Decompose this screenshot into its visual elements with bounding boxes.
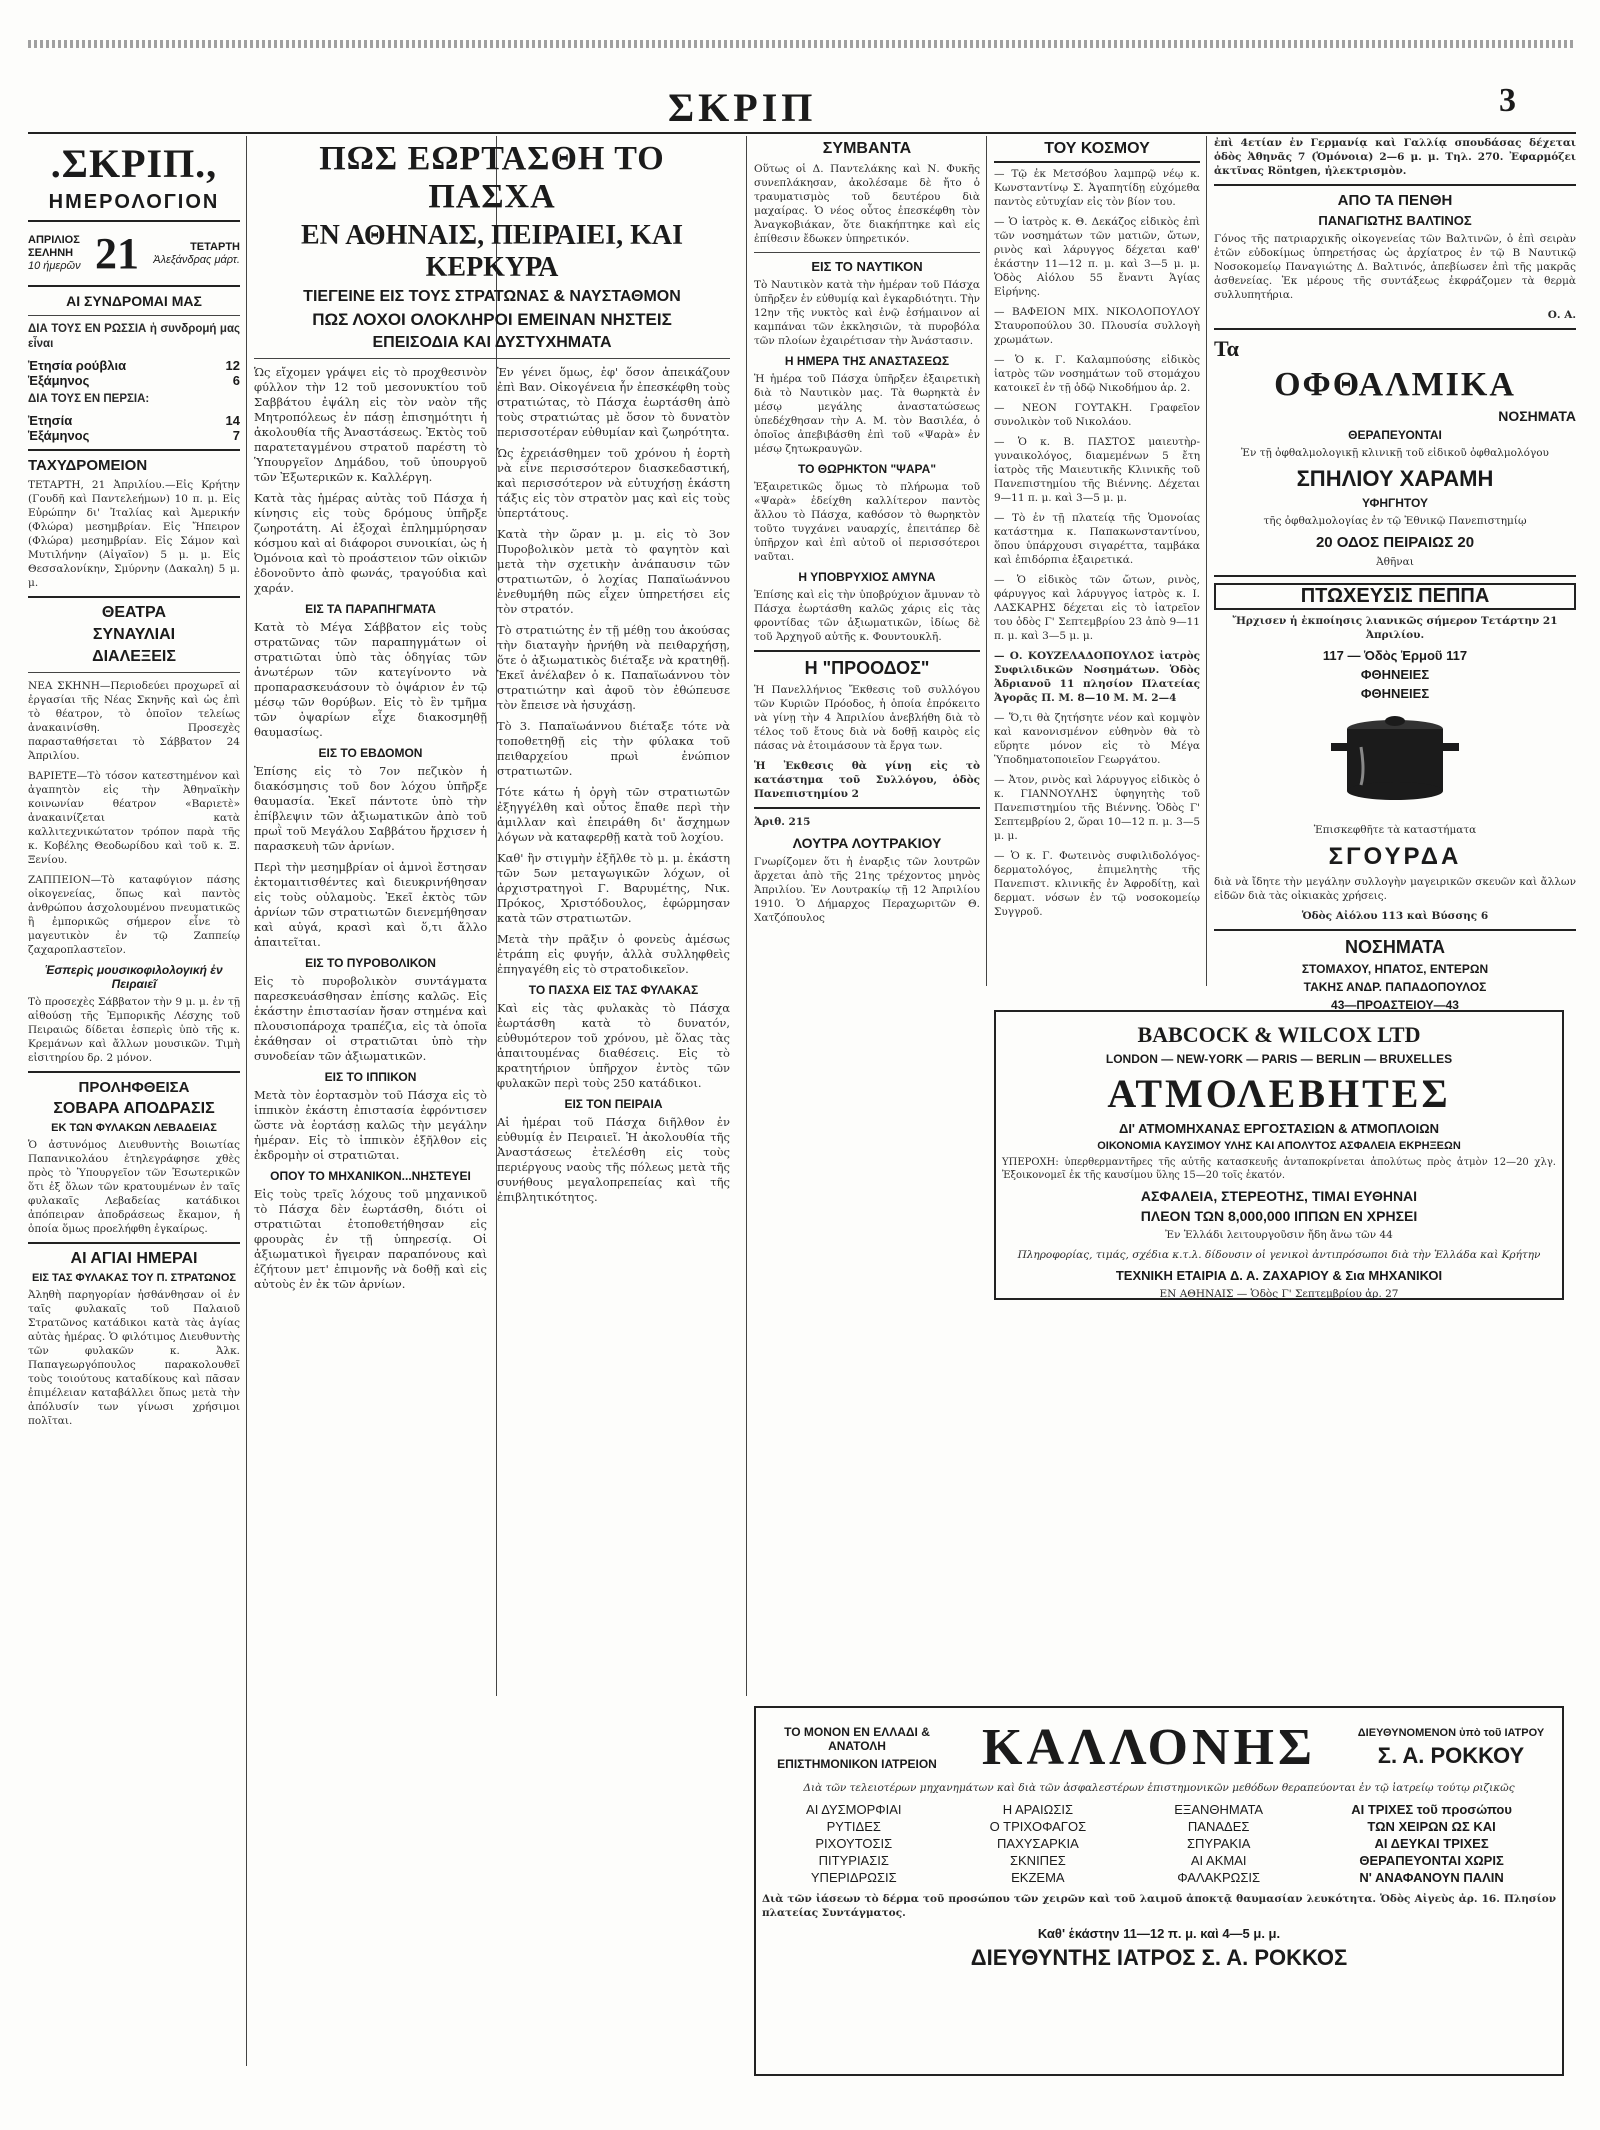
article-paragraph: Καὶ εἰς τὰς φυλακὰς τὸ Πάσχα ἐωρτάσθη κατὰ τὸ δυνατόν, εὐθυμότερον τοῦ χρόνου, μὲ ὅλας τὰς ἀπαιτουμένας διαθέσεις. Εἰς τὸ κρατητήριον ὑπῆρχον ἐντὸς τῶν φυλακῶν περὶ τοὺς 250 κατάδικοι. xyxy=(497,1001,730,1090)
kallonis-left-line-1: ΤΟ ΜΟΝΟΝ ΕΝ ΕΛΛΑΔΙ & ΑΝΑΤΟΛΗ xyxy=(784,1724,930,1753)
condition-item: ΠΑΧΥΣΑΡΚΙΑ xyxy=(997,1836,1079,1851)
babcock-address: ΕΝ ΑΘΗΝΑΙΣ — Ὁδὸς Γ' Σεπτεμβρίου ἀρ. 27 xyxy=(1159,1288,1399,1300)
submarine-defense-text: Ἐπίσης καὶ εἰς τὴν ὑποβρύχιον ἄμυναν τὸ Πάσχα ἐωρτάσθη καλῶς χάρις εἰς τὰς φροντίδας τῶν ἀξιωματικῶν, ἰδίως δὲ τοῦ Ἀρχηγοῦ αὐτῆς κ. Φουντουκλῆ. xyxy=(754,589,980,643)
subscriptions-table-persia xyxy=(28,413,240,443)
submarine-defense-title: Η ΥΠΟΒΡΥΧΙΟΣ ΑΜΥΝΑ xyxy=(798,570,936,584)
article-paragraph: Τὸ 3. Παπαϊωάννου διέταξε τότε νὰ τοποθετηθῇ εἰς τὴν φύλακα τοῦ πειθαρχείου πρωὶ ἐνώπιον στρατιωτῶν. xyxy=(497,719,730,778)
kallonis-description: Διὰ τῶν τελειοτέρων μηχανημάτων καὶ διὰ τῶν ἀσφαλεστέρων ἐπιστημονικῶν μεθόδων θεραπεύονται ἐν τῷ ἰατρείῳ τούτῳ ριζικῶς xyxy=(803,1782,1515,1794)
babcock-company: ΤΕΧΝΙΚΗ ΕΤΑΙΡΙΑ Δ. Α. ΖΑΧΑΡΙΟΥ & Σια ΜΗΧΑΝΙΚΟΙ xyxy=(1115,1268,1443,1283)
divider xyxy=(28,449,240,451)
bankruptcy-title: ΠΤΩΧΕΥΣΙΣ ΠΕΠΠΑ xyxy=(1214,583,1576,610)
subscription-row xyxy=(28,413,240,428)
society-item: — Ὁ εἰδικὸς τῶν ὤτων, ρινὸς, φάρυγγος καὶ λάρυγγος ἰατρὸς κ. Ι. ΛΑΣΚΑΡΗΣ δέχεται εἰς τὸ ἰατρεῖον του ὁδὸς Γ' Σεπτεμβρίου 23 ἀπὸ 9—11 π. μ. καὶ 3—5 μ. μ. xyxy=(994,574,1200,642)
obituary-text: Γόνος τῆς πατριαρχικῆς οἰκογενείας τῶν Βαλτινῶν, ὁ ἐπὶ σειρὰν ἐτῶν εὐδοκίμως ὑπηρετήσας ὡς ἀρχίατρος ἐν τῷ Β Ναυτικῷ Νοσοκομείῳ Παναγιώτης Δ. Βαλτινός, ἀπεβίωσεν ἐπὶ τῆς μακρᾶς ἀσθενείας. Ἐκ μέρους τῆς συντάξεως ἐκφράζομεν τὰ θερμὰ συλλυπητήρια. xyxy=(1214,233,1576,301)
article-paragraph: Κατὰ τὴν ὥραν μ. μ. εἰς τὸ 3ον Πυροβολικὸν μετὰ τὸ φαγητὸν καὶ μετὰ τὴν σχετικὴν ἀνάπαυσιν τῶν στρατιωτῶν, ὁ λοχίας Παπαϊωάννου ἐνεθυμήθη πῶς εἶχεν ὑπηρετήσει εἰς τὸν στρατόν. xyxy=(497,527,730,616)
condition-item: Ν' ΑΝΑΦΑΝΟΥΝ ΠΑΛΙΝ xyxy=(1359,1870,1504,1885)
society-item: — ΒΑΦΕΙΟΝ ΜΙΧ. ΝΙΚΟΛΟΠΟΥΛΟΥ Σταυροπούλου 30. Πλουσία συλλογὴ χρωμάτων. xyxy=(994,306,1200,346)
babcock-advantages: ΥΠΕΡΟΧΗ: ὑπερθερμαντῆρες τῆς αὐτῆς κατασκευῆς ἀνταποκρίνεται ἀπολύτως πρὸς ἀτμὸν 12—20 χλγ. Ἐξοικονομεῖ ἐκ τῆς καυσίμου ὕλης 15—20 τοῖς ἑκατόν. xyxy=(1002,1157,1556,1181)
article-subhead-1: ΤΙΕΓΕΙΝΕ ΕΙΣ ΤΟΥΣ ΣΤΡΑΤΩΝΑΣ & ΝΑΥΣΤΑΘΜΟΝ xyxy=(303,288,681,305)
sgourda-address: Ὁδὸς Αἰόλου 113 καὶ Βύσσης 6 xyxy=(1301,910,1489,922)
events-text: Οὕτως οἱ Δ. Παντελάκης καὶ Ν. Φυκῆς συνεπλάκησαν, ἀκολέσαμε δὲ ἤτο ὁ τραυματισμὸς τοῦ δευτέρου διὰ μαχαίρας. Ὁ νέος οὗτος ἐπεσκέφθη τὸν Ἀναγκοβιάκαν, ὅτε διακήπτηκε καὶ εἰς ἐπίθεσιν ἔδωκεν ὑπηρετικόν. xyxy=(754,163,980,245)
evening-text: Τὸ προσεχὲς Σάββατον τὴν 9 μ. μ. ἐν τῇ αἰθούσῃ τῆς Ἐμπορικῆς Λέσχης τοῦ Πειραιῶς δίδεται ἑσπερὶς ὑπὸ τῆς κ. Κρεμάνων καὶ ἄλλων μουσικῶν. Τιμὴ εἰσιτηρίου δρ. 2 μόνον. xyxy=(28,996,240,1064)
kallonis-title: ΚΑΛΛΟΝΗΣ xyxy=(982,1719,1316,1776)
kallonis-right-line-1: ΔΙΕΥΘΥΝΟΜΕΝΟΝ ὑπὸ τοῦ ΙΑΤΡΟΥ xyxy=(1357,1726,1545,1739)
theatres-title: ΘΕΑΤΡΑ xyxy=(101,604,167,621)
divider xyxy=(28,285,240,287)
column-events xyxy=(754,136,980,1696)
diseases-title: ΝΟΣΗΜΑΤΑ xyxy=(1345,937,1445,957)
babcock-boilers: ΑΤΜΟΛΕΒΗΤΕΣ xyxy=(1107,1071,1451,1116)
ophthalmic-ad-treated: ΘΕΡΑΠΕΥΟΝΤΑΙ xyxy=(1348,428,1442,442)
loutraki-baths-text: Γνωρίζομεν ὅτι ἡ ἐναρξις τῶν λουτρῶν ἄρχεται ἀπὸ τῆς 21ης τρέχοντος μηνὸς Ἀπριλίου. Ἐν Λουτρακίῳ τῇ 12 Ἀπριλίου 1910. Ὁ Δήμαρχος Περαχωριτῶν Θ. Χατζόπουλος xyxy=(754,856,980,924)
section-heading: ΕΙΣ ΤΟ ΙΠΠΙΚΟΝ xyxy=(324,1070,417,1084)
holy-days-subtitle: ΕΙΣ ΤΑΣ ΦΥΛΑΚΑΣ ΤΟΥ Π. ΣΤΡΑΤΩΝΟΣ xyxy=(32,1272,236,1284)
society-title: ΤΟΥ ΚΟΣΜΟΥ xyxy=(994,140,1200,163)
condition-item: ΡΥΤΙΔΕΣ xyxy=(826,1819,881,1834)
article-headline-2: ΕΝ ΑΘΗΝΑΙΣ, ΠΕΙΡΑΙΕΙ, ΚΑΙ ΚΕΡΚΥΡΑ xyxy=(300,220,684,283)
subscriptions-title: ΑΙ ΣΥΝΔΡΟΜΑΙ ΜΑΣ xyxy=(66,293,202,309)
babcock-title: BABCOCK & WILCOX LTD xyxy=(1137,1022,1421,1047)
bankruptcy-cheap-1: ΦΘΗΝΕΙΕΣ xyxy=(1360,667,1430,682)
ophthalmic-ad-city: Ἀθῆναι xyxy=(1376,556,1414,568)
kallonis-list-3 xyxy=(1174,1801,1263,1886)
babcock-greece: Ἐν Ἑλλάδι λειτουργοῦσιν ἤδη ἄνω τῶν 44 xyxy=(1165,1229,1393,1241)
proodos-title: Η "ΠΡΟΟΔΟΣ" xyxy=(804,658,930,678)
column-divider xyxy=(246,136,247,2066)
notice-number: Ἀριθ. 215 xyxy=(754,816,811,828)
column-ads xyxy=(1214,136,1576,1012)
calendar-subtitle: ΗΜΕΡΟΛΟΓΙΟΝ xyxy=(48,191,220,213)
condition-item: ΠΙΤΥΡΙΑΣΙΣ xyxy=(818,1853,889,1868)
divider xyxy=(28,1242,240,1244)
condition-item: Ο ΤΡΙΧΟΦΑΓΟΣ xyxy=(989,1819,1087,1834)
subscription-row xyxy=(28,358,240,373)
ophthalmic-ad-text: Ἐν τῇ ὀφθαλμολογικῇ κλινικῇ τοῦ εἰδικοῦ ὀφθαλμολόγου xyxy=(1241,447,1549,459)
obituary-title: ΑΠΟ ΤΑ ΠΕΝΘΗ xyxy=(1337,192,1453,209)
society-item: — Ὁ κ. Β. ΠΑΣΤΟΣ μαιευτὴρ-γυναικολόγος, διαμεμένων 5 ἔτη ἰατρὸς τῆς Μαιευτικῆς Κλινικῆς τοῦ Πανεπιστημίου τῆς Βιέννης. Δέχεται 9—11 π. μ. καὶ 3—5 μ. μ. xyxy=(994,436,1200,504)
newspaper-title: ΣΚΡΙΠ xyxy=(668,85,817,130)
section-heading: ΕΙΣ ΤΟΝ ΠΕΙΡΑΙΑ xyxy=(564,1097,663,1111)
article-paragraph: Περὶ τὴν μεσημβρίαν οἱ ἀμνοὶ ἔστησαν ἐκτομαιτισθέντες καὶ διευκρινήθησαν εἰς τοὺς οὐλαμοὺς. Ἐκεῖ ἐκτὸς τῶν ἀρνίων τῶν στρατιωτῶν διενεμήθησαν καὶ αὐγά, κρασὶ καὶ ὅ,τι ἄλλο ἀπαιτεῖται. xyxy=(254,860,487,949)
column-society xyxy=(994,136,1200,996)
society-item: — Ὁ κ. Γ. Φωτεινὸς συφιλιδολόγος-δερματολόγος, ἐπιμελητὴς τῆς Πανεπιστ. κλινικῆς ἐν Ἀφροδίτῃ, καὶ δερματ. νόσων ἐν τῷ νοσοκομείῳ Συγγροῦ. xyxy=(994,850,1200,918)
evening-title: Ἑσπερὶς μουσικοφιλολογική ἐν Πειραιεῖ xyxy=(45,963,223,991)
lectures-title: ΔΙΑΛΕΞΕΙΣ xyxy=(92,648,176,665)
bankruptcy-text: Ἤρχισεν ἡ ἐκποίησις λιανικῶς σήμερον Τετάρτην 21 Ἀπριλίου. xyxy=(1232,615,1558,641)
sgourda-text: διὰ νὰ ἴδητε τὴν μεγάλην συλλογὴν μαγειρικῶν σκευῶν καὶ ἄλλων εἰδῶν διὰ τὰς οἰκιακὰς χρήσεις. xyxy=(1214,876,1576,902)
babcock-power: ΠΛΕΟΝ ΤΩΝ 8,000,000 ΙΠΠΩΝ ΕΝ ΧΡΗΣΕΙ xyxy=(1140,1208,1418,1224)
saint-name: Ἀλεξάνδρας μάρτ. xyxy=(153,253,240,266)
proodos-signature: Ἡ Ἐκθεσις θὰ γίνῃ εἰς τὸ κατάστημα τοῦ Συλλόγου, ὁδὸς Πανεπιστημίου 2 xyxy=(754,760,980,800)
article-paragraph: Αἱ ἡμέραι τοῦ Πάσχα διῆλθον ἐν εὐθυμίᾳ ἐν Πειραιεῖ. Ἡ ἀκολουθία τῆς Ἀναστάσεως ἐτελέσθη εἰς τοὺς περιέργους ναοὺς τῆς πόλεως μετὰ τῆς συνήθους μεγαλοπρεπείας καὶ τῆς ἐπιβλητικότητος. xyxy=(497,1115,730,1204)
divider xyxy=(754,252,980,253)
condition-item: ΑΙ ΤΡΙΧΕΣ τοῦ προσώπου xyxy=(1351,1802,1512,1817)
article-paragraph: Εἰς τοὺς τρεῖς λόχους τοῦ μηχανικοῦ τὸ Πάσχα δὲν ἐωρτάσθη, διότι οἱ στρατιῶται ἐτοποθετήθησαν εἰς φρουρὰς ἐν τῇ ὑπηρεσίᾳ. Οἱ ἀξιωματικοὶ ἤγειραν παραπόνους καὶ ἐζήτουν μετ' ἐπιμονῆς νὰ δοθῇ καὶ εἰς αὐτοὺς ἐν ἐκ τῶν ἀρνίων. xyxy=(254,1187,487,1291)
section-heading: ΤΟ ΠΑΣΧΑ ΕΙΣ ΤΑΣ ΦΥΛΑΚΑΣ xyxy=(528,983,699,997)
obituary-signature: Ο. Α. xyxy=(1547,309,1576,321)
section-heading: ΟΠΟΥ ΤΟ ΜΗΧΑΝΙΚΟΝ...ΝΗΣΤΕΥΕΙ xyxy=(270,1169,471,1183)
masthead-rule xyxy=(28,132,1576,134)
ophthalmic-ad-role: ΥΦΗΓΗΤΟΥ xyxy=(1361,496,1429,510)
post-office-text: ΤΕΤΑΡΤΗ, 21 Ἀπριλίου.—Εἰς Κρήτην (Γουδῆ καὶ Παντελεήμων) 10 π. μ. Εἰς Εὐρώπην δι' Ἰταλίας καὶ Ἀμερικήν (Φλώρα) μεσημβρίαν. Εἰς Ἤπειρον (Φλώρα) μεσημβρίαν. Εἰς Σάμον καὶ Μυτιλήνην (Αἰγαῖον) 5 μ. μ. Εἰς Θεσσαλονίκην, Σμύρνην (Δακαλη) 5 μ. μ. xyxy=(28,479,240,589)
resurrection-day-text: Ἡ ἡμέρα τοῦ Πάσχα ὑπῆρξεν ἐξαιρετικὴ διὰ τὸ Ναυτικὸν μας. Τὰ θωρηκτὰ ἐν μέσῳ μεγάλης ἀναστατώσεως ὑπεδέχθησαν τὴν Α. Μ. τὸν Βασιλέα, ὁ ὁποῖος ἀπεβιβάσθη ἐπὶ τοῦ «Ψαρὰ» ἐν μέσῳ ζητωκραυγῶν. xyxy=(754,373,980,455)
diseases-line-2: ΤΑΚΗΣ ΑΝΔΡ. ΠΑΠΑΔΟΠΟΥΛΟΣ xyxy=(1303,980,1487,994)
article-paragraph: Τὸ στρατιώτης ἐν τῇ μέθῃ του ἀκούσας τὴν διαταγὴν ἠρνήθη νὰ πειθαρχήσῃ, ὅτε ὁ ἀξιωματικὸς διέταξε νὰ κρατηθῇ. Ἐκεῖ ἀνέλαβεν ὁ κ. Παπαϊωάννου τὸν στρατιώτην καὶ ἀφοῦ τὸν ἐθώπευσε τὸν ἔπεισε νὰ ἡσυχάσῃ. xyxy=(497,623,730,712)
ophthalmic-ad-line: τῆς ὀφθαλμολογίας ἐν τῷ Ἐθνικῷ Πανεπιστημίῳ xyxy=(1263,515,1527,527)
article-paragraph: Καθ' ἣν στιγμὴν ἐξῆλθε τὸ μ. μ. ἐκάστη τῶν 5ων μεταγωγικῶν λόχων, οἱ ἀρχιστρατηγοὶ Γ. Βαρυμέτης, Νικ. Πρόκος, Χριστόδουλος, ἐφώρμησαν κατὰ τῶν στρατιωτῶν. xyxy=(497,851,730,925)
divider xyxy=(1214,929,1576,931)
condition-item: ΘΕΡΑΠΕΥΟΝΤΑΙ ΧΩΡΙΣ xyxy=(1359,1853,1504,1868)
divider xyxy=(1214,328,1576,330)
babcock-subtitle: ΔΙ' ΑΤΜΟΜΗΧΑΝΑΣ ΕΡΓΟΣΤΑΣΙΩΝ & ΑΤΜΟΠΛΟΙΩΝ xyxy=(1118,1121,1440,1136)
society-item: — Τὸ ἐν τῇ πλατείᾳ τῆς Ὁμονοίας κατάστημα κ. Παπακωνσταντίνου, ὅπου ὑπάρχουσι σιγαρέττα, ταμβάκα καὶ ἐπιδόρπια ἐξαιρετικά. xyxy=(994,512,1200,566)
article-headline: ΠΩΣ ΕΩΡΤΑΣΘΗ ΤΟ ΠΑΣΧΑ xyxy=(319,140,665,215)
divider xyxy=(754,807,980,809)
subscriptions-table-russia xyxy=(28,358,240,388)
condition-item: Η ΑΡΑΙΩΣΙΣ xyxy=(1002,1802,1074,1817)
obituary-name: ΠΑΝΑΓΙΩΤΗΣ ΒΑΛΤΙΝΟΣ xyxy=(1318,213,1472,228)
post-office-title: ΤΑΧΥΔΡΟΜΕΙΟΝ xyxy=(28,457,148,474)
newspaper-page xyxy=(28,40,1576,2080)
babcock-cities: LONDON — NEW-YORK — PARIS — BERLIN — BRUXELLES xyxy=(1105,1052,1453,1066)
column-divider xyxy=(746,136,747,1696)
divider xyxy=(28,1071,240,1073)
subscription-label: Ἑξάμηνος xyxy=(28,373,90,388)
condition-item: ΦΑΛΑΚΡΩΣΙΣ xyxy=(1177,1870,1261,1885)
condition-item: ΑΙ ΑΚΜΑΙ xyxy=(1190,1853,1247,1868)
article-subhead-3: ΕΠΕΙΣΟΔΙΑ ΚΑΙ ΔΥΣΤΥΧΗΜΑΤΑ xyxy=(372,334,612,351)
ophthalmic-ad-title: ΟΦΘΑΛΜΙΚΑ xyxy=(1274,366,1516,403)
zappeion-text: ΖΑΠΠΕΙΟΝ—Τὸ καταφύγιον πάσης οἰκογενείας, ὅπως καὶ παντὸς ἀνθρώπου ἀσχολουμένου πνευματικῶς ἢ ἐμπορικῶς σήμερον εἶνε τὸ μαγευτικὸν ἐν τῷ Ζαππείῳ ζαχαροπλαστεῖον. xyxy=(28,874,240,956)
kallonis-left-line-2: ΕΠΙΣΤΗΜΟΝΙΚΟΝ ΙΑΤΡΕΙΟΝ xyxy=(777,1756,937,1771)
subscription-value: 6 xyxy=(232,373,240,388)
subscription-value: 7 xyxy=(232,428,240,443)
kallonis-header xyxy=(762,1714,1556,1781)
society-item: — Ἀτον, ρινὸς καὶ λάρυγγος εἰδικὸς ὁ κ. ΓΙΑΝΝΟΥΛΗΣ ὑφηγητὴς τοῦ Πανεπιστημίου τῆς Βιέννης. Ὁδὸς Γ' Σεπτεμβρίου 2, ὥραι 10—12 π. μ. 3—5 μ. μ. xyxy=(994,774,1200,842)
article-paragraph: Εἰς τὸ πυροβολικὸν συντάγματα παρεσκευάσθησαν ἐπίσης καλῶς. Εἰς ἑκάστην ἐπιστασίαν ἤσαν στημένα καὶ πλουσιοπάροχα τραπέζια, εἰς τὰ ὁποῖα ἐκάθησαν οἱ στρατιῶται ὑπὸ τὴν συνοδείαν τῶν ἀξιωματικῶν. xyxy=(254,974,487,1063)
kallonis-clinic-ad xyxy=(754,1706,1564,2076)
ophthalmic-ad-address: 20 ΟΔΟΣ ΠΕΙΡΑΙΩΣ 20 xyxy=(1315,534,1475,551)
subscription-value: 12 xyxy=(225,358,240,373)
subscription-row xyxy=(28,428,240,443)
ophthalmic-ad-subtitle: ΝΟΣΗΜΑΤΑ xyxy=(1498,408,1576,424)
masthead xyxy=(28,40,1576,130)
calendar-title: .ΣΚΡΙΠ., xyxy=(50,141,218,186)
column-divider xyxy=(986,136,987,986)
kallonis-director: ΔΙΕΥΘΥΝΤΗΣ ΙΑΤΡΟΣ Σ. Α. ΡΟΚΚΟΣ xyxy=(970,1945,1348,1970)
article-body xyxy=(254,365,730,1298)
subscriptions-persia: ΔΙΑ ΤΟΥΣ ΕΝ ΠΕΡΣΙΑ: xyxy=(28,393,150,405)
navy-text: Τὸ Ναυτικὸν κατὰ τὴν ἡμέραν τοῦ Πάσχα ὑπῆρξεν ἐν εὐθυμίᾳ καὶ ἐγκαρδιότητι. Τὴν 12ην τῆς νυκτὸς καὶ ἐνῷ ἐσήμαινον αἱ καμπάναι τῶν ἐκκλησιῶν, τὰ πυροβόλα τῶν πλοίων ἐχαιρέτισαν τὴν Ἀνάστασιν. xyxy=(754,279,980,347)
cooking-pot-illustration xyxy=(1325,707,1465,817)
nea-skini-text: ΝΕΑ ΣΚΗΝΗ—Περιοδεύει προχωρεῖ αἱ ἐργασίαι τῆς Νέας Σκηνῆς καὶ ὡς ἐπὶ τὸ θέατρον, τὸ ὁποῖον τελείως ἀνακαινίσθη. Προσεχὲς παρασταθήσεται τὸ Σάββατον 24 Ἀπριλίου. xyxy=(28,680,240,762)
subscriptions-russia: ΔΙΑ ΤΟΥΣ ΕΝ ΡΩΣΣΙΑ ἡ συνδρομή μας εἶναι xyxy=(28,323,240,350)
sgourda-name: ΣΓΟΥΡΔΑ xyxy=(1328,843,1462,870)
article-paragraph: Ἐπίσης εἰς τὸ 7ον πεζικὸν ἡ διακόσμησις τοῦ δον λόχου ὑπῆρξε θαυμασία. Ἐκεῖ πάντοτε ὑπὸ τὴν ἐπίβλεψιν τῶν ἀξιωματικῶν ἀπὸ τοῦ πρωῒ τοῦ Μεγάλου Σαββάτου ἤρχισεν ἡ παρασκευὴ τῶν ἀρνίων. xyxy=(254,764,487,853)
article-paragraph: Ὡς εἴχομεν γράψει εἰς τὸ προχθεσινὸν φύλλον τὴν 12 τοῦ μεσονυκτίου τοῦ Σαββάτου ἐψάλη εἰς τὸν ναὸν τῆς Μητροπόλεως ἐν πάσῃ ἐπισημότητι ἡ ἀκολουθία τῆς Ἀναστάσεως. Ἐκτὸς τοῦ παρατεταγμένου στρατοῦ παρέστη τὸ Ὑπουργεῖον Δημάδου, τοῦ ὑπουργοῦ τῶν Ἐξωτερικῶν κ. Καλλέργη. xyxy=(254,365,487,484)
moon-days: 10 ήμερῶν xyxy=(28,260,81,272)
article-paragraph: Ἐν γένει ὅμως, ἐφ' ὅσον ἀπεικάζουν ἐπὶ Βαν. Οἰκογένεια ἦν ἐπεσκέφθη τοὺς στρατιώτας, τὸ Πάσχα ἑωρτάσθη ἀπὸ τοὺς στρατιώτας μὲ ὅσον τὸ δυνατὸν περισσοτέραν εὐθυμίαν καὶ ζωηρότητα. xyxy=(497,365,730,439)
ophthalmic-ad-ta: Τα xyxy=(1214,336,1239,361)
article-paragraph: Τότε κάτω ἡ ὀργὴ τῶν στρατιωτῶν ἐξηγγέλθη καὶ οὗτος ἔπαθε περὶ τὴν ἀμιλλαν καὶ ἐπειράθη δι' ἄσχημων λόγων νὰ καταφερθῇ κατὰ τοῦ λοχίου. xyxy=(497,785,730,844)
divider xyxy=(28,315,240,316)
article-paragraph: Μετὰ τὴν πρᾶξιν ὁ φονεὺς ἀμέσως ἐτράπη εἰς φυγήν, ἀλλὰ συλληφθεὶς ἐπηγαγέθη εἰς τὸ στρατοδικεῖον. xyxy=(497,932,730,976)
divider xyxy=(1214,184,1576,186)
condition-item: ΡΙΧΟΥΤΟΣΙΣ xyxy=(815,1836,893,1851)
kallonis-list-1 xyxy=(806,1801,901,1886)
column-calendar xyxy=(28,136,240,2066)
month-label: ΑΠΡΙΛΙΟΣ xyxy=(28,234,80,246)
proodos-text: Ἡ Πανελλήνιος Ἔκθεσις τοῦ συλλόγου τῶν Κυριῶν Πρόοδος, ἡ ὁποία ἐπρόκειτο νὰ γίνῃ τὴν 4 Ἀπριλίου ἀνεβλήθη διὰ τὸ τέλος τοῦ ἔτους διὰ νὰ δοθῇ καιρὸς εἰς πάσας νὰ ἐτοιμάσουν τὰ ἔργα των. xyxy=(754,684,980,752)
escape-text: Ὁ ἀστυνόμος Διευθυντὴς Βοιωτίας Παπανικολάου ἐτηλεγράφησε χθὲς πρὸς τὸ Ὑπουργεῖον τῶν Ἐσωτερικῶν ὅτι ἐξ ὅλων τῶν κρατουμένων ἐν ταῖς φυλακαῖς Λεβαδείας κατάδικοι ἀπόπειραν ἀποδράσεως ἔκαμον, ἡ ὁποία ὅμως προελήφθη ἐγκαίρως. xyxy=(28,1139,240,1235)
divider xyxy=(28,672,240,673)
page-number: 3 xyxy=(1499,82,1516,119)
kallonis-hours: Καθ' ἑκάστην 11—12 π. μ. καὶ 4—5 μ. μ. xyxy=(1037,1926,1281,1941)
article-subhead-2: ΠΩΣ ΛΟΧΟΙ ΟΛΟΚΛΗΡΟΙ ΕΜΕΙΝΑΝ ΝΗΣΤΕΙΣ xyxy=(312,310,672,329)
kallonis-conditions xyxy=(762,1801,1556,1886)
navy-title: ΕΙΣ ΤΟ ΝΑΥΤΙΚΟΝ xyxy=(811,259,923,274)
subscription-label: Ἑξάμηνος xyxy=(28,428,90,443)
sgourda-caption: Ἐπισκεφθῆτε τὰ καταστήματα xyxy=(1313,824,1477,836)
calendar-date-block xyxy=(28,228,240,279)
section-heading: ΕΙΣ ΤΟ ΕΒΔΟΜΟΝ xyxy=(318,746,423,760)
condition-item: ΑΙ ΔΕΥΚΑΙ ΤΡΙΧΕΣ xyxy=(1374,1836,1489,1851)
column-easter-article xyxy=(254,136,730,1696)
condition-item: ΕΞΑΝΘΗΜΑΤΑ xyxy=(1174,1802,1264,1817)
events-title: ΣΥΜΒΑΝΤΑ xyxy=(822,140,912,157)
diseases-line-1: ΣΤΟΜΑΧΟΥ, ΗΠΑΤΟΣ, ΕΝΤΕΡΩΝ xyxy=(1301,962,1489,976)
society-item: — Ὅ,τι θὰ ζητήσητε νέον καὶ κομψὸν καὶ κανονισμένον εὐθηνὸν θὰ τὸ εὕρητε μόνον εἰς τὸ Μέγα Ὑποδηματοποιεῖον Γεωργάτου. xyxy=(994,712,1200,766)
resurrection-day-title: Η ΗΜΕΡΑ ΤΗΣ ΑΝΑΣΤΑΣΕΩΣ xyxy=(784,354,950,368)
divider xyxy=(754,650,980,652)
article-paragraph: Κατὰ τὸ Μέγα Σάββατον εἰς τοὺς στρατῶνας τῶν παραπηγμάτων οἱ στρατιῶται ὑπὸ τὰς ὁδηγίας τῶν ἀνωτέρων τῶν κατεγίνοντο νὰ προπαρασκευάσουν τὸ ὀψάριον ἐν τῷ μέσῳ τῶν θορύβων. Εἰς τὸ ἓν τμῆμα τῶν ὀψαρίων εἶχε διακοσμηθῇ θαυμασίως. xyxy=(254,620,487,739)
condition-item: ΤΩΝ ΧΕΙΡΩΝ ΩΣ ΚΑΙ xyxy=(1367,1819,1496,1834)
article-paragraph: Μετὰ τὸν ἑορτασμὸν τοῦ Πάσχα εἰς τὸ ἱππικὸν ἐκάστη ἐπιστασία ἐφρόντισεν ὥστε νὰ ἑορτάσῃ καλῶς τὴν μεγάλην ἡμέραν. Εἰς τὸ ἱππικὸν ἐξῆλθον εἰς ἐκδρομὴν οἱ στρατιῶται. xyxy=(254,1088,487,1162)
day-number: 21 xyxy=(94,229,139,278)
top-edge-noise xyxy=(28,40,1576,48)
psara-title: ΤΟ ΘΩΡΗΚΤΟΝ "ΨΑΡΑ" xyxy=(797,462,937,476)
divider xyxy=(28,220,240,222)
moon-label: ΣΕΛΗΝΗ xyxy=(28,247,74,259)
kallonis-list-2 xyxy=(990,1801,1086,1886)
babcock-wilcox-ad xyxy=(994,1010,1564,1300)
bankruptcy-cheap-2: ΦΘΗΝΕΙΕΣ xyxy=(1360,686,1430,701)
column-divider xyxy=(1206,136,1207,986)
escape-subtitle: ΣΟΒΑΡΑ ΑΠΟΔΡΑΣΙΣ xyxy=(53,1100,215,1117)
holy-days-text: Ἀληθὴ παρηγορίαν ἠσθάνθησαν οἱ ἐν ταῖς φυλακαῖς τοῦ Παλαιοῦ Στρατῶνος κατάδικοι κατὰ τὰς ἁγίας αὐτὰς ἡμέρας. Ὁ φιλότιμος Διευθυντὴς τῶν φυλακῶν κ. Ἀλκ. Παπαγεωργόπουλος παρακολουθεῖ τοὺς τοιούτους καταδίκους καὶ πᾶσαν ἐπιμέλειαν καταβάλλει ὅπως μετὰ τὴν ἀπόλυσίν των γίνωσι χρήσιμοι πολῖται. xyxy=(28,1289,240,1427)
condition-item: ΣΠΥΡΑΚΙΑ xyxy=(1186,1836,1251,1851)
condition-item: ΣΚΝΙΠΕΣ xyxy=(1009,1853,1066,1868)
article-paragraph: Κατὰ τὰς ἡμέρας αὐτὰς τοῦ Πάσχα ἡ κίνησις εἰς τοὺς δρόμους ὑπῆρξε ζωηροτάτη. Αἱ ἐξοχαὶ ἐπλημμύρησαν κόσμου καὶ αἱ διάφοροι συνοικίαι, ὡς ἡ Ὀμόνοια καὶ τὸ προάστειον τῶν οἰκιῶν ἐδονοῦντο ἀπὸ φωνάς, τραγούδια καὶ χαράν. xyxy=(254,491,487,595)
escape-title: ΠΡΟΛΗΦΘΕΙΣΑ xyxy=(78,1079,190,1096)
holy-days-title: ΑΙ ΑΓΙΑΙ ΗΜΕΡΑΙ xyxy=(70,1250,198,1267)
condition-item: ΕΚΖΕΜΑ xyxy=(1011,1870,1065,1885)
ophthalmic-ad-doctor: ΣΠΗΛΙΟΥ ΧΑΡΑΜΗ xyxy=(1296,466,1494,491)
divider xyxy=(254,358,730,359)
society-item: — Ο. ΚΟΥΖΕΛΑΔΟΠΟΥΛΟΣ ἰατρὸς Συφιλιδικῶν Νοσημάτων. Ὁδὸς Ἀδριανοῦ 11 πλησίον Πλατείας Ἀγορᾶς Π. Μ. 8—10 Μ. Μ. 2—4 xyxy=(994,650,1200,704)
divider xyxy=(28,596,240,598)
doctor-notice: ἐπὶ 4ετίαν ἐν Γερμανίᾳ καὶ Γαλλίᾳ σπουδάσας δέχεται ὁδὸς Ἀθηνᾶς 7 (Ὁμόνοια) 2—6 μ. μ. Τηλ. 270. Ἐφαρμόζει ἀκτῖνας Röntgen, ἠλεκτρισμὸν. xyxy=(1214,137,1576,177)
kallonis-bottom-text: Διὰ τῶν ἰάσεων τὸ δέρμα τοῦ προσώπου τῶν χειρῶν καὶ τοῦ λαιμοῦ ἀποκτᾷ θαυμασίαν λευκότητα. Ὁδὸς Αἰγεὺς ἀρ. 16. Πλησίον πλατείας Συντάγματος. xyxy=(762,1893,1556,1919)
society-item: — Ὁ κ. Γ. Καλαμπούσης εἰδικὸς ἰατρὸς τῶν νοσημάτων τοῦ στομάχου κατοικεῖ ἐν τῇ ὁδῷ Νικοδήμου ἀρ. 2. xyxy=(994,354,1200,394)
article-paragraph: Ὡς ἐχρειάσθημεν τοῦ χρόνου ἡ ἑορτὴ νὰ εἶνε περισσότερον διασκεδαστική, καὶ περισσότερον νὰ εὐτυχήσῃ ἑκάστη τάξις εἰς τὸν στρατὸν μας καὶ εἰς τοὺς ὑπερτάτους. xyxy=(497,446,730,520)
loutraki-baths-title: ΛΟΥΤΡΑ ΛΟΥΤΡΑΚΙΟΥ xyxy=(792,835,942,851)
society-item: — ΝΕΟΝ ΓΟΥΤΑΚΗ. Γραφεῖον συνολικὸν τοῦ Νικολάου. xyxy=(994,402,1200,428)
concerts-title: ΣΥΝΑΥΛΙΑΙ xyxy=(92,626,176,643)
section-heading: ΕΙΣ ΤΟ ΠΥΡΟΒΟΛΙΚΟΝ xyxy=(305,956,436,970)
condition-item: ΠΑΝΑΔΕΣ xyxy=(1187,1819,1250,1834)
subscription-label: Ἐτησία xyxy=(28,413,73,428)
society-item: — Ὁ ἰατρὸς κ. Θ. Δεκάζος εἰδικὸς ἐπὶ τῶν νοσημάτων τῶν ματιῶν, ὤτων, ρινὸς καὶ λάρυγγος δέχεται καθ' ἑκάστην 11—12 π. μ. καὶ 3—5 μ. μ. Ὁδὸς Αἰόλου 55 ἔναντι Ἁγίας Εἰρήνης. xyxy=(994,216,1200,298)
kallonis-list-4 xyxy=(1351,1801,1512,1886)
bankruptcy-address: 117 — Ὁδὸς Ἑρμοῦ 117 xyxy=(1322,648,1468,663)
section-heading: ΕΙΣ ΤΑ ΠΑΡΑΠΗΓΜΑΤΑ xyxy=(305,602,436,616)
varietes-text: ΒΑΡΙΕΤΕ—Τὸ τόσον κατεστημένον καὶ ἀγαπητὸν εἰς τὴν Ἀθηναϊκὴν κοινωνίαν θέατρον «Βαριετὲ» ἀνακαινίζεται κατὰ καλλιτεχνικώτατον τρόπον παρὰ τῆς κ. Κοβέλης Θεοδωρίδου καὶ τοῦ κ. Ξ. Ξενίου. xyxy=(28,770,240,866)
subscription-value: 14 xyxy=(225,413,240,428)
babcock-economy: ΟΙΚΟΝΟΜΙΑ ΚΑΥΣΙΜΟΥ ΥΛΗΣ ΚΑΙ ΑΠΟΛΥΤΟΣ ΑΣΦΑΛΕΙΑ ΕΚΡΗΞΕΩΝ xyxy=(1097,1140,1461,1152)
condition-item: ΑΙ ΔΥΣΜΟΡΦΙΑΙ xyxy=(806,1802,902,1817)
babcock-safety: ΑΣΦΑΛΕΙΑ, ΣΤΕΡΕΟΤΗΣ, ΤΙΜΑΙ ΕΥΘΗΝΑΙ xyxy=(1140,1188,1418,1204)
kallonis-right-line-2: Σ. Α. ΡΟΚΚΟΥ xyxy=(1377,1742,1525,1768)
psara-text: Ἐξαιρετικῶς ὅμως τὸ πλήρωμα τοῦ «Ψαρὰ» ἐδείχθη καλλίτερον παντὸς ἄλλου τὸ Πάσχα, καθόσον τὸ θωρηκτὸν τοῦτο τυγχάνει ναυαρχίς, ἐπειτάπερ δὲ ὑπῆρχον καὶ ἐπὶ αὐτοῦ οἱ περισσότεροι ναῦται. xyxy=(754,481,980,563)
subscription-row xyxy=(28,373,240,388)
babcock-info: Πληροφορίας, τιμάς, σχέδια κ.τ.λ. δίδουσιν οἱ γενικοὶ ἀντιπρόσωποι διὰ τὴν Ἑλλάδα καὶ Κρήτην xyxy=(1017,1249,1541,1261)
weekday: ΤΕΤΑΡΤΗ xyxy=(190,240,240,253)
escape-subtitle-2: ΕΚ ΤΩΝ ΦΥΛΑΚΩΝ ΛΕΒΑΔΕΙΑΣ xyxy=(51,1122,217,1134)
divider xyxy=(1214,575,1576,577)
subscription-label: Ἐτησία ρούβλια xyxy=(28,358,127,373)
diseases-line-3: 43—ΠΡΟΑΣΤΕΙΟΥ—43 xyxy=(1331,998,1459,1012)
condition-item: ΥΠΕΡΙΔΡΩΣΙΣ xyxy=(810,1870,897,1885)
cooking-pot-icon xyxy=(1325,707,1465,807)
society-item: — Τῷ ἐκ Μετσόβου λαμπρῷ νέῳ κ. Κωνσταντίνῳ Σ. Ἀγαπητίδῃ εὐχόμεθα παντὸς εὐτυχίαν εἰς τὸν βίον του. xyxy=(994,168,1200,208)
